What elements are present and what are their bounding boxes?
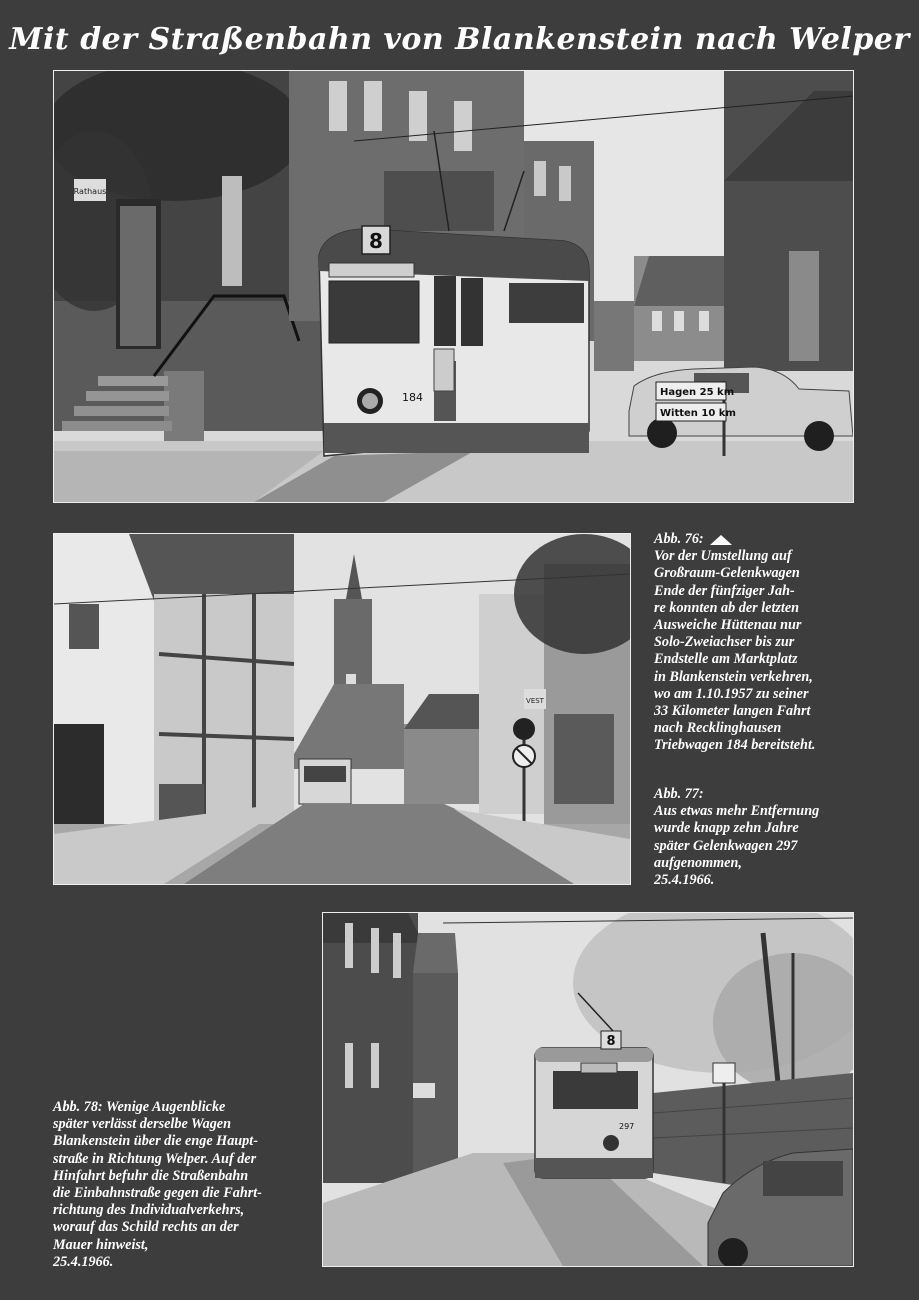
page-title: Mit der Straßenbahn von Blankenstein nach Welper xyxy=(9,22,910,57)
caption-line: in Blankenstein verkehren, xyxy=(654,668,813,685)
caption-77-label: Abb. 77: xyxy=(654,786,704,802)
caption-line: Triebwagen 184 bereitsteht. xyxy=(654,737,816,754)
triangle-up-icon xyxy=(710,535,732,545)
tram-car-number-3: 297 xyxy=(619,1122,635,1131)
caption-line: Ende der fünfziger Jah- xyxy=(654,582,795,599)
tram-184 xyxy=(319,226,589,456)
caption-line: Hinfahrt befuhr die Straßenbahn xyxy=(53,1167,249,1184)
caption-line: später verlässt derselbe Wagen xyxy=(53,1116,231,1133)
caption-line: später Gelenkwagen 297 xyxy=(654,837,798,854)
caption-77-text xyxy=(654,803,909,889)
tram-route-number-1: 8 xyxy=(369,229,383,253)
caption-line: worauf das Schild rechts an der xyxy=(53,1219,239,1236)
caption-line: 25.4.1966. xyxy=(654,872,715,889)
caption-line: Solo-Zweiachser bis zur xyxy=(654,634,795,651)
caption-line: Aus etwas mehr Entfernung xyxy=(654,803,820,820)
caption-76-text xyxy=(654,548,909,754)
caption-abb-78 xyxy=(53,1099,313,1271)
caption-line: die Einbahnstraße gegen die Fahrt- xyxy=(53,1185,262,1202)
photo-tram-184-marktplatz xyxy=(53,70,854,503)
caption-line: Mauer hinweist, xyxy=(53,1236,149,1253)
caption-line: aufgenommen, xyxy=(654,854,742,871)
caption-line: wurde knapp zehn Jahre xyxy=(654,820,799,837)
photo-tram-297-street-church xyxy=(53,533,631,885)
caption-line: straße in Richtung Welper. Auf der xyxy=(53,1150,257,1167)
caption-line: 33 Kilometer langen Fahrt xyxy=(654,703,811,720)
rathaus-sign-text: Rathaus xyxy=(73,187,107,196)
caption-abb-76 xyxy=(654,531,909,755)
caption-line: Abb. 78: Wenige Augenblicke xyxy=(53,1099,226,1115)
photo-tram-297-hauptstrasse xyxy=(322,912,854,1267)
sign-witten-text: Witten 10 km xyxy=(660,408,736,419)
caption-line: nach Recklinghausen xyxy=(654,720,782,737)
sign-hagen-text: Hagen 25 km xyxy=(660,387,735,398)
caption-line: Blankenstein über die enge Haupt- xyxy=(53,1133,258,1150)
caption-line: Vor der Umstellung auf xyxy=(654,548,792,565)
tram-car-number-1: 184 xyxy=(402,391,423,404)
caption-line: Ausweiche Hüttenau nur xyxy=(654,617,802,634)
caption-line: Großraum-Gelenkwagen xyxy=(654,565,800,582)
tram-route-number-3: 8 xyxy=(606,1034,616,1049)
caption-abb-77 xyxy=(654,786,909,889)
caption-76-label: Abb. 76: xyxy=(654,531,704,547)
caption-78-text xyxy=(53,1099,313,1271)
vest-sign-text: VEST xyxy=(526,697,544,705)
caption-line: 25.4.1966. xyxy=(53,1253,114,1270)
caption-line: re konnten ab der letzten xyxy=(654,599,800,616)
caption-line: Endstelle am Marktplatz xyxy=(654,651,798,668)
caption-line: wo am 1.10.1957 zu seiner xyxy=(654,685,809,702)
caption-line: richtung des Individualverkehrs, xyxy=(53,1202,245,1219)
